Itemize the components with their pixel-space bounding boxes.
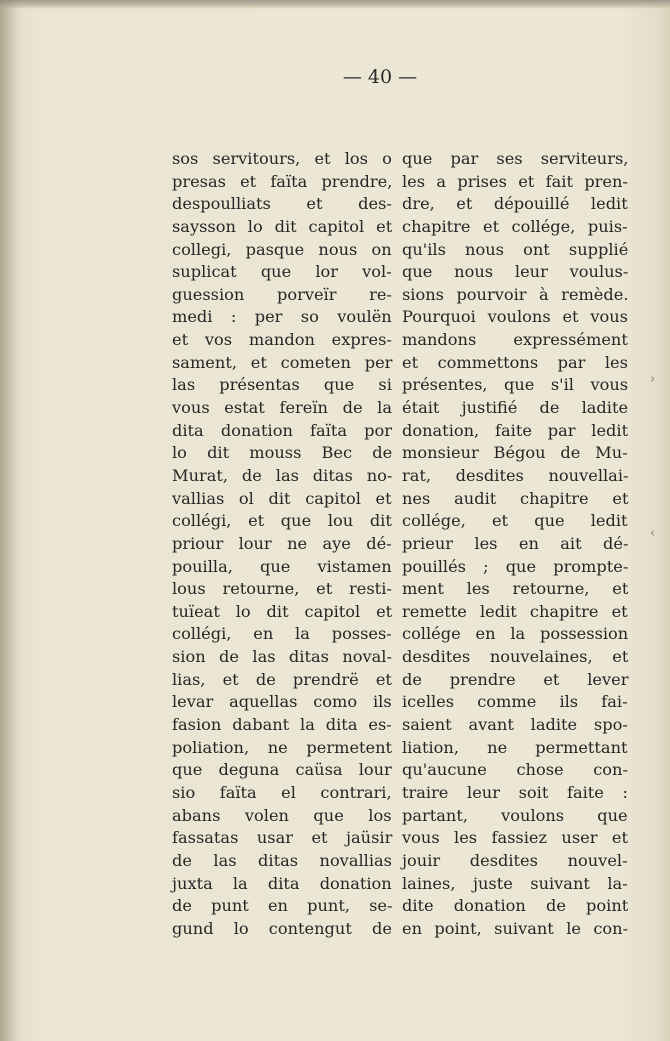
occitan-text-line: sos servitours, et los o — [172, 149, 392, 168]
occitan-text-line: saysson lo dit capitol et — [172, 216, 393, 236]
occitan-text-line: suplicat que lor vol- — [172, 262, 392, 282]
occitan-text-line: vallias ol dit capitol et — [172, 488, 392, 508]
occitan-text-line: poliation, ne permetent — [172, 737, 393, 757]
occitan-text-line: priour lour ne aye dé- — [172, 533, 392, 553]
french-text-line: jouir desdites nouvel- — [402, 850, 628, 870]
occitan-text-line: despoulliats et des- — [172, 194, 392, 214]
french-text-line: et commettons par les — [402, 352, 628, 372]
french-text-line: dite donation de point — [402, 896, 629, 916]
occitan-text-line: dita donation faïta por — [172, 420, 392, 440]
occitan-text-column — [172, 148, 392, 940]
french-text-line: icelles comme ils fai- — [402, 692, 628, 712]
occitan-text-line: juxta la dita donation — [172, 873, 392, 893]
french-text-line: que par ses serviteurs, — [402, 149, 629, 168]
french-text-line: partant, voulons que — [402, 805, 628, 825]
occitan-text-line: tuïeat lo dit capitol et — [172, 601, 393, 621]
occitan-text-line: levar aquellas como ils — [172, 692, 392, 712]
occitan-text-line: pouilla, que vistamen — [172, 556, 392, 576]
page-number: — 40 — — [342, 66, 418, 88]
spine-shadow — [0, 0, 22, 1041]
occitan-text-line: medi : per so voulën — [172, 307, 392, 327]
french-text-line: collége, et que ledit — [402, 511, 628, 531]
french-text-line: vous les fassiez user et — [402, 828, 628, 848]
french-text-line: qu'aucune chose con- — [402, 760, 628, 780]
french-text-line: en point, suivant le con- — [402, 918, 629, 938]
french-text-line: était justifié de ladite — [402, 398, 629, 418]
french-text-line: monsieur Bégou de Mu- — [402, 443, 628, 463]
occitan-text-line: gund lo contengut de — [172, 918, 392, 938]
french-text-line: que nous leur voulus- — [402, 262, 629, 282]
occitan-text-line: que deguna caüsa lour — [172, 760, 392, 780]
french-text-line: laines, juste suivant la- — [402, 873, 628, 893]
occitan-text-line: Murat, de las ditas no- — [172, 465, 393, 485]
french-text-line: prieur les en ait dé- — [402, 533, 629, 553]
occitan-text-line: presas et faïta prendre, — [172, 171, 393, 191]
french-text-line: collége en la possession — [402, 624, 629, 644]
occitan-text-line: las présentas que si — [172, 375, 392, 395]
french-text-line: traire leur soit faite : — [402, 782, 628, 802]
occitan-text-line: guession porveïr re- — [172, 284, 392, 304]
french-text-line: remette ledit chapitre et — [402, 601, 628, 621]
french-text-line: saient avant ladite spo- — [402, 715, 628, 735]
occitan-text-line: lous retourne, et resti- — [172, 579, 392, 599]
french-text-column — [402, 148, 628, 940]
occitan-text-line: lo dit mouss Bec de — [172, 443, 393, 463]
french-text-line: de prendre et lever — [402, 669, 629, 689]
occitan-text-line: sio faïta el contrari, — [172, 782, 392, 802]
french-text-line: ment les retourne, et — [402, 579, 629, 599]
french-text-line: Pourquoi voulons et vous — [402, 307, 628, 327]
occitan-text-line: collégi, et que lou dit — [172, 511, 392, 531]
french-text-line: rat, desdites nouvellai- — [402, 465, 629, 485]
margin-mark: › — [650, 372, 656, 387]
occitan-text-line: de las ditas novallias — [172, 850, 392, 870]
occitan-text-line: fasion dabant la dita es- — [172, 715, 392, 735]
french-text-line: sions pourvoir à remède. — [402, 284, 629, 304]
occitan-text-line: abans volen que los — [172, 805, 392, 825]
french-text-line: dre, et dépouillé ledit — [402, 194, 628, 214]
french-text-line: chapitre et collége, puis- — [402, 216, 628, 236]
french-text-line: donation, faite par ledit — [402, 420, 629, 440]
occitan-text-line: sion de las ditas noval- — [172, 647, 392, 667]
french-text-line: mandons expressément — [402, 330, 628, 350]
margin-mark: ‹ — [650, 526, 656, 541]
french-text-line: liation, ne permettant — [402, 737, 628, 757]
french-text-line: présentes, que s'il vous — [402, 375, 629, 395]
occitan-text-line: fassatas usar et jaüsir — [172, 828, 393, 848]
french-text-line: nes audit chapitre et — [402, 488, 629, 508]
occitan-text-line: vous estat fereïn de la — [172, 398, 393, 418]
occitan-text-line: collegi, pasque nous on — [172, 239, 392, 259]
occitan-text-line: sament, et cometen per — [172, 352, 393, 372]
occitan-text-line: collégi, en la posses- — [172, 624, 392, 644]
occitan-text-line: et vos mandon expres- — [172, 330, 392, 350]
page-top-edge — [0, 0, 670, 9]
french-text-line: pouillés ; que prompte- — [402, 556, 629, 576]
french-text-line: qu'ils nous ont supplié — [402, 239, 629, 259]
occitan-text-line: de punt en punt, se- — [172, 896, 393, 916]
french-text-line: les a prises et fait pren- — [402, 171, 628, 191]
occitan-text-line: lias, et de prendrë et — [172, 669, 392, 689]
french-text-line: desdites nouvelaines, et — [402, 647, 629, 667]
